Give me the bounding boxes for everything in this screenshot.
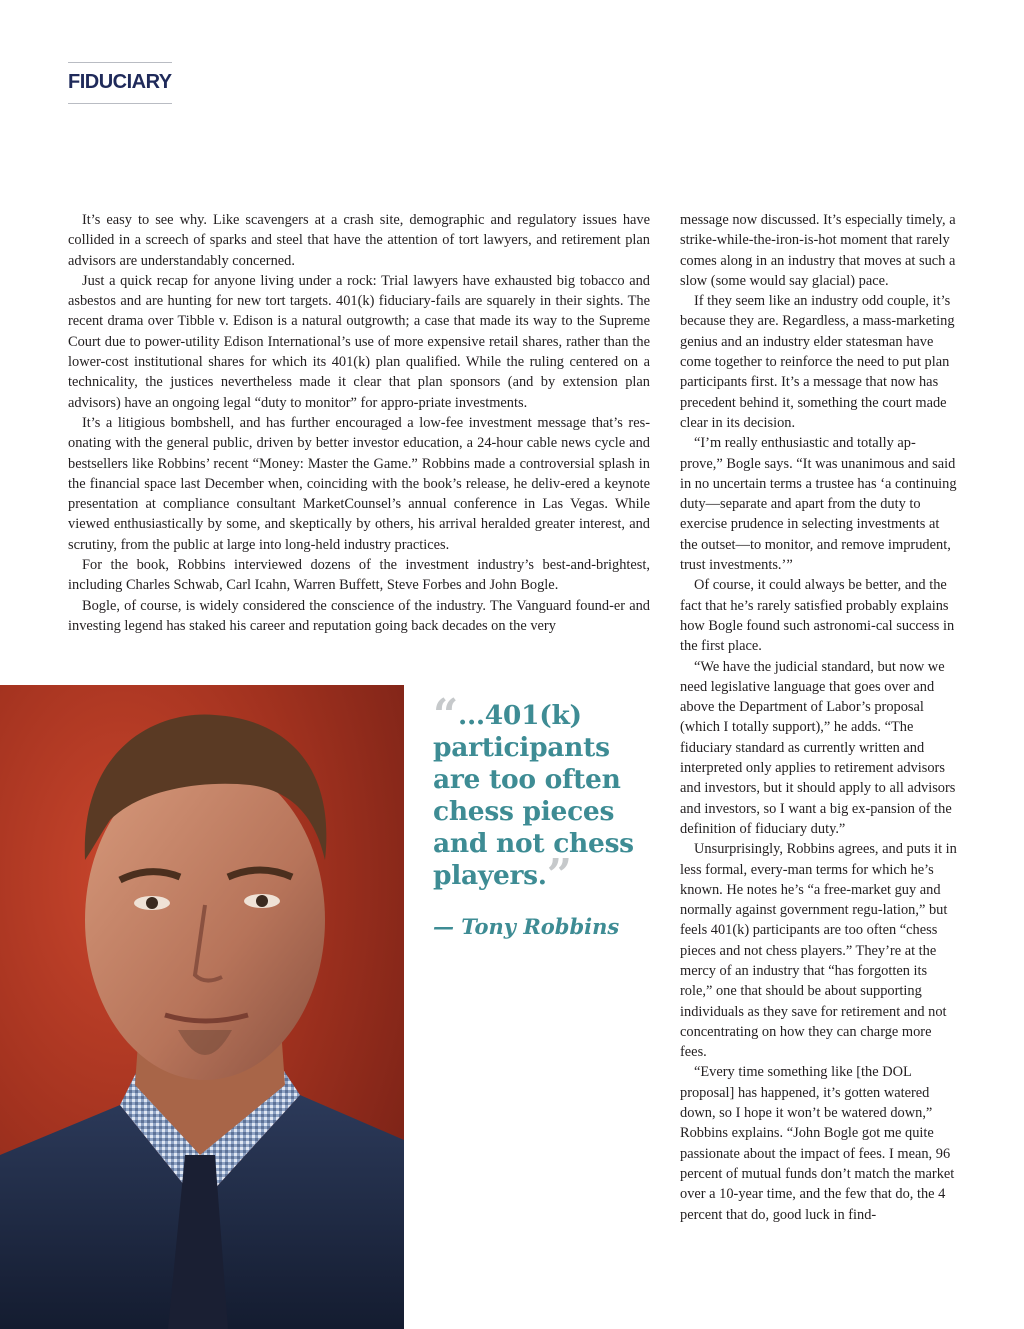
paragraph: “We have the judicial standard, but now we need legislative language that goes over and above the Department of Labor’s proposal (which I totally support),” he adds. “The fiduciary standard as currently written and interpreted only applies to retirement advisors and investors, but it should apply to all advisors and investors, so I want a big ex-pansion of the definition of fiduciary duty.” — [680, 658, 956, 837]
section-label: FIDUCIARY — [68, 71, 172, 93]
paragraph: “I’m really enthusiastic and totally ap-prove,” Bogle says. “It was unanimous and said in no uncertain terms a trustee has ‘a continuing duty—separate and apart from the duty to exercise prudence in selecting investments at the outset—to monitor, and remove imprudent, trust investments.’” — [680, 435, 957, 574]
open-quote-mark: “ — [433, 690, 459, 741]
pull-quote — [433, 690, 663, 901]
pull-quote-text: ...401(k) participants are too often chess pieces and not chess players. — [433, 700, 634, 891]
close-quote-mark: ” — [546, 850, 572, 901]
paragraph: For the book, Robbins interviewed dozens of the investment industry’s best-and-brightest, including Charles Schwab, Carl Icahn, Warren Buffett, Steve Forbes and John Bogle. — [68, 557, 650, 594]
paragraph: Of course, it could always be better, and the fact that he’s rarely satisfied probably explains how Bogle found such astronomi-cal success in the first place. — [680, 577, 955, 655]
paragraph: It’s a litigious bombshell, and has further encouraged a low-fee investment message that’s res-onating with the general public, driven by better investor education, a 24-hour cable news cycle and bestsellers like Robbins’ recent “Money: Master the Game.” Robbins made a controversial splash in the financial space last December when, coinciding with the book’s release, he deliv-ered a keynote presentation at compliance consultant MarketCounsel’s annual conference in Las Vegas. While viewed enthusiastically by some, and skeptically by others, his arrival heralded greater interest, and scrutiny, from the public at large into long-held industry practices. — [68, 414, 650, 553]
portrait-photo — [0, 685, 404, 1329]
pull-quote-attribution: — Tony Robbins — [433, 914, 620, 939]
paragraph: It’s easy to see why. Like scavengers at a crash site, demographic and regulatory issues have collided in a screech of sparks and steel that have the attention of tort lawyers, and retirement plan advisors are understandably concerned. — [68, 212, 650, 269]
paragraph: If they seem like an industry odd couple, it’s because they are. Regardless, a mass-marketing genius and an industry elder statesman have come together to reinforce the need to put plan participants first. It’s a message that now has precedent behind it, something the court made clear in its decision. — [680, 293, 955, 431]
paragraph: message now discussed. It’s especially timely, a strike-while-the-iron-is-hot moment that rarely comes along in an industry that moves at such a slow (some would say glacial) pace. — [680, 212, 956, 289]
paragraph: “Every time something like [the DOL proposal] has happened, it’s gotten watered down, so I hope it won’t be watered down,” Robbins explains. “John Bogle got me quite passionate about the impact of fees. I mean, 96 percent of mutual funds don’t match the market over a 10-year time, and the few that do, the 4 percent that do, good luck in find- — [680, 1064, 955, 1223]
article-column-left — [68, 210, 650, 636]
article-column-right — [680, 210, 958, 1225]
paragraph: Bogle, of course, is widely considered the conscience of the industry. The Vanguard found-er and investing legend has staked his career and reputation going back decades on the very — [68, 597, 650, 634]
section-header — [68, 62, 172, 104]
paragraph: Just a quick recap for anyone living under a rock: Trial lawyers have exhausted big tobacco and asbestos and are hunting for new tort targets. 401(k) fiduciary-fails are squarely in their sights. The recent drama over Tibble v. Edison is a natural outgrowth; a case that made its way to the Supreme Court due to power-utility Edison International’s use of more expensive retail shares, rather than the lower-cost institutional shares for which its 401(k) plan qualified. While the ruling centered on a technicality, the justices nevertheless made it clear that plan sponsors (and by extension plan advisors) have an ongoing legal “duty to monitor” for appro-priate investments. — [68, 272, 650, 411]
paragraph: Unsurprisingly, Robbins agrees, and puts it in less formal, every-man terms for which he’s known. He notes he’s “a free-market guy and normally against government regu-lation,” but feels 401(k) participants are too often “chess pieces and not chess players.” They’re at the mercy of an industry that “has forgotten its role,” one that should be about supporting individuals as they save for retirement and not concentrating on how they can charge more fees. — [680, 841, 957, 1061]
portrait-illustration — [0, 685, 404, 1329]
